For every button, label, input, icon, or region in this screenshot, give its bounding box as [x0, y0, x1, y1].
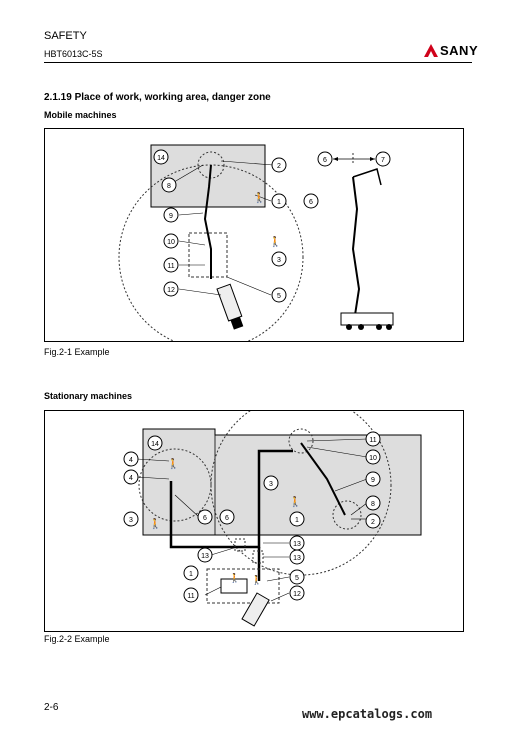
figure-mobile-machines	[44, 128, 464, 342]
svg-text:3: 3	[277, 257, 281, 264]
svg-text:7: 7	[381, 157, 385, 164]
fig2-callout-14	[148, 436, 162, 450]
svg-text:12: 12	[167, 287, 175, 294]
svg-text:3: 3	[269, 481, 273, 488]
svg-text:11: 11	[187, 593, 195, 600]
svg-text:4: 4	[129, 475, 133, 482]
svg-text:1: 1	[295, 517, 299, 524]
svg-text:5: 5	[277, 293, 281, 300]
svg-text:🚶: 🚶	[167, 459, 180, 470]
fig1-callout-14	[154, 150, 168, 164]
svg-text:14: 14	[157, 155, 165, 162]
fig1-callout-10	[164, 234, 178, 248]
fig1-callout-9	[164, 208, 178, 222]
fig1-callout-2	[272, 158, 286, 172]
svg-text:2: 2	[371, 519, 375, 526]
fig2-callout-2	[366, 514, 380, 528]
svg-text:6: 6	[323, 157, 327, 164]
fig2-callout-3a	[124, 512, 138, 526]
svg-text:14: 14	[151, 441, 159, 448]
svg-text:6: 6	[309, 199, 313, 206]
stationary-machines-diagram	[45, 411, 463, 631]
svg-text:5: 5	[295, 575, 299, 582]
fig2-callout-1b	[184, 566, 198, 580]
svg-text:1: 1	[189, 571, 193, 578]
fig2-callout-13c	[290, 550, 304, 564]
fig1-callout-6b	[318, 152, 332, 166]
fig2-callout-6b	[220, 510, 234, 524]
svg-text:13: 13	[293, 555, 301, 562]
svg-text:3: 3	[129, 517, 133, 524]
mobile-machines-heading: Mobile machines	[44, 110, 117, 120]
svg-text:🚶: 🚶	[253, 193, 266, 204]
fig2-callout-10	[366, 450, 380, 464]
fig2-callout-8	[366, 496, 380, 510]
fig1-callout-12	[164, 282, 178, 296]
fig2-callout-13b	[290, 536, 304, 550]
svg-text:1: 1	[277, 199, 281, 206]
fig1-callout-7	[376, 152, 390, 166]
fig1-callout-3	[272, 252, 286, 266]
mobile-machines-diagram	[45, 129, 463, 341]
fig2-callout-11a	[366, 432, 380, 446]
fig2-callout-11b	[184, 588, 198, 602]
svg-text:13: 13	[293, 541, 301, 548]
fig2-callout-1a	[290, 512, 304, 526]
fig1-callout-6	[304, 194, 318, 208]
figure-stationary-machines	[44, 410, 464, 632]
fig1-callout-1	[272, 194, 286, 208]
svg-text:11: 11	[369, 437, 377, 444]
fig2-callout-6a	[198, 510, 212, 524]
fig2-callout-9	[366, 472, 380, 486]
svg-text:6: 6	[203, 515, 207, 522]
fig2-callout-3b	[264, 476, 278, 490]
svg-text:4: 4	[129, 457, 133, 464]
figure-2-caption: Fig.2-2 Example	[44, 634, 110, 644]
fig1-callout-8	[162, 178, 176, 192]
stationary-machines-heading: Stationary machines	[44, 391, 133, 401]
section-title: 2.1.19 Place of work, working area, danger zone	[44, 92, 271, 103]
svg-text:11: 11	[167, 263, 175, 270]
fig1-callout-5	[272, 288, 286, 302]
svg-text:9: 9	[371, 477, 375, 484]
fig2-callout-5	[290, 570, 304, 584]
header-rule	[44, 62, 472, 63]
fig2-callout-4b	[124, 470, 138, 484]
svg-text:8: 8	[371, 501, 375, 508]
svg-text:12: 12	[293, 591, 301, 598]
svg-text:🚶: 🚶	[149, 519, 162, 530]
fig2-callout-12	[290, 586, 304, 600]
svg-text:6: 6	[225, 515, 229, 522]
header-title: SAFETY	[44, 30, 87, 42]
document-code: HBT6013C-5S	[44, 49, 103, 59]
fig2-callout-4a	[124, 452, 138, 466]
svg-text:8: 8	[167, 183, 171, 190]
svg-text:9: 9	[169, 213, 173, 220]
fig2-callout-13a	[198, 548, 212, 562]
svg-text:13: 13	[201, 553, 209, 560]
fig1-callout-11	[164, 258, 178, 272]
svg-text:10: 10	[369, 455, 377, 462]
svg-text:10: 10	[167, 239, 175, 246]
figure-1-caption: Fig.2-1 Example	[44, 347, 110, 357]
brand-name: SANY	[440, 43, 479, 58]
website-watermark: www.epcatalogs.com	[302, 707, 433, 721]
svg-text:🚶: 🚶	[229, 573, 241, 583]
svg-text:🚶: 🚶	[251, 575, 263, 585]
svg-text:🚶: 🚶	[269, 237, 282, 248]
svg-text:🚶: 🚶	[289, 497, 302, 508]
page-number: 2-6	[44, 702, 59, 713]
svg-text:2: 2	[277, 163, 281, 170]
